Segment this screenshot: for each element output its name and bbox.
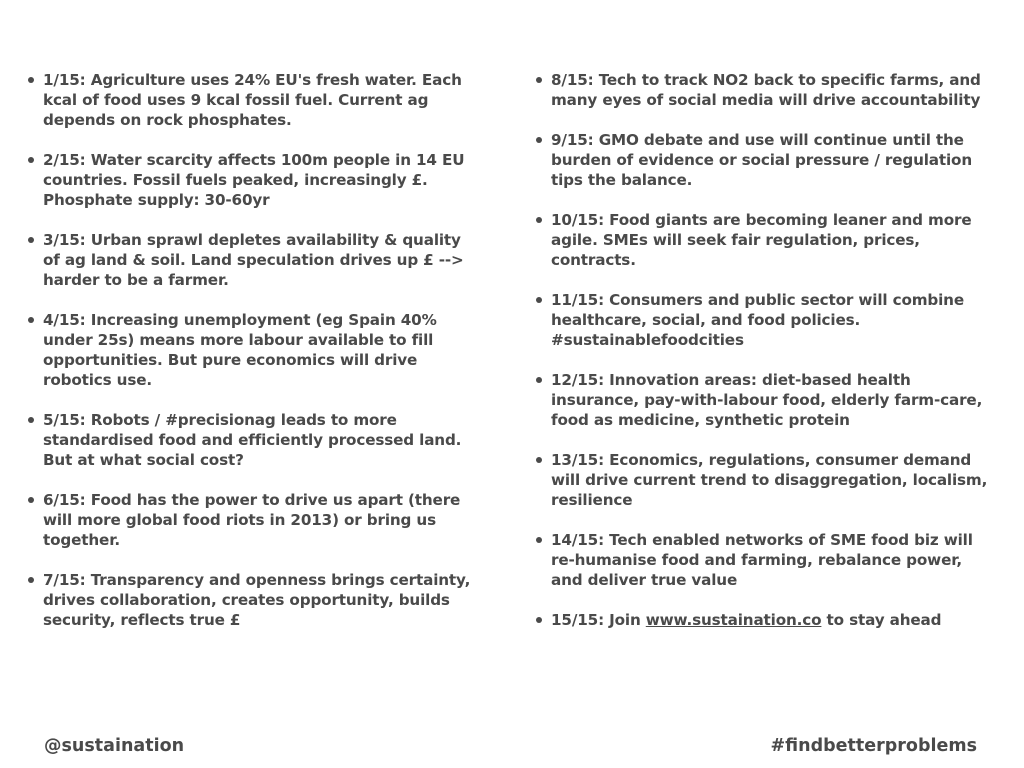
item-text: 4/15: Increasing unemployment (eg Spain 40% under 25s) means more labour available to fill opportunities. But pure economics will drive robotics use. [43, 311, 437, 389]
bullet-icon [28, 497, 34, 503]
item-text: 7/15: Transparency and openness brings certainty, drives collaboration, creates opportunity, builds security, reflects true £ [43, 571, 471, 629]
item-text-prefix: 15/15: Join [551, 611, 646, 629]
list-item-last [535, 610, 990, 630]
list-item [27, 410, 482, 470]
item-text: 2/15: Water scarcity affects 100m people in 14 EU countries. Fossil fuels peaked, increasingly £. Phosphate supply: 30-60yr [43, 151, 465, 209]
bullet-icon [28, 157, 34, 163]
item-text: 1/15: Agriculture uses 24% EU's fresh water. Each kcal of food uses 9 kcal fossil fuel. Current ag depends on rock phosphates. [43, 71, 462, 129]
item-text: 9/15: GMO debate and use will continue until the burden of evidence or social pressure / regulation tips the balance. [551, 131, 972, 189]
bullet-icon [536, 377, 542, 383]
footer-hashtag: #findbetterproblems [770, 736, 977, 756]
bullet-icon [536, 137, 542, 143]
bullet-icon [536, 217, 542, 223]
list-item [535, 370, 990, 430]
item-text: 10/15: Food giants are becoming leaner and more agile. SMEs will seek fair regulation, prices, contracts. [551, 211, 972, 269]
bullet-icon [536, 297, 542, 303]
list-item [27, 310, 482, 390]
list-item [27, 70, 482, 130]
list-item [535, 70, 990, 110]
item-text: 11/15: Consumers and public sector will combine healthcare, social, and food policies. #sustainablefoodcities [551, 291, 964, 349]
list-item [27, 230, 482, 290]
list-item [27, 150, 482, 210]
list-item [535, 450, 990, 510]
item-text: 8/15: Tech to track NO2 back to specific farms, and many eyes of social media will drive accountability [551, 71, 981, 109]
item-text: 5/15: Robots / #precisionag leads to more standardised food and efficiently processed land. But at what social cost? [43, 411, 462, 469]
bullet-icon [536, 457, 542, 463]
item-text: 13/15: Economics, regulations, consumer demand will drive current trend to disaggregation, localism, resilience [551, 451, 988, 509]
item-text-suffix: to stay ahead [821, 611, 942, 629]
bullet-icon [28, 577, 34, 583]
item-text: 14/15: Tech enabled networks of SME food biz will re-humanise food and farming, rebalance power, and deliver true value [551, 531, 973, 589]
list-item [27, 490, 482, 550]
item-text: 3/15: Urban sprawl depletes availability & quality of ag land & soil. Land speculation drives up £ --> harder to be a farmer. [43, 231, 464, 289]
list-item [535, 130, 990, 190]
list-item [535, 530, 990, 590]
right-column-list [535, 70, 990, 650]
bullet-icon [28, 417, 34, 423]
bullet-icon [536, 77, 542, 83]
list-item [535, 290, 990, 350]
list-item [535, 210, 990, 270]
footer-handle: @sustaination [44, 736, 185, 756]
bullet-icon [28, 237, 34, 243]
bullet-icon [28, 317, 34, 323]
bullet-icon [536, 537, 542, 543]
bullet-icon [536, 617, 542, 623]
item-text: 6/15: Food has the power to drive us apart (there will more global food riots in 2013) or bring us together. [43, 491, 461, 549]
item-text: 12/15: Innovation areas: diet-based health insurance, pay-with-labour food, elderly farm-care, food as medicine, synthetic protein [551, 371, 983, 429]
list-item [27, 570, 482, 630]
left-column-list [27, 70, 482, 650]
bullet-icon [28, 77, 34, 83]
sustaination-link[interactable]: www.sustaination.co [645, 611, 822, 629]
